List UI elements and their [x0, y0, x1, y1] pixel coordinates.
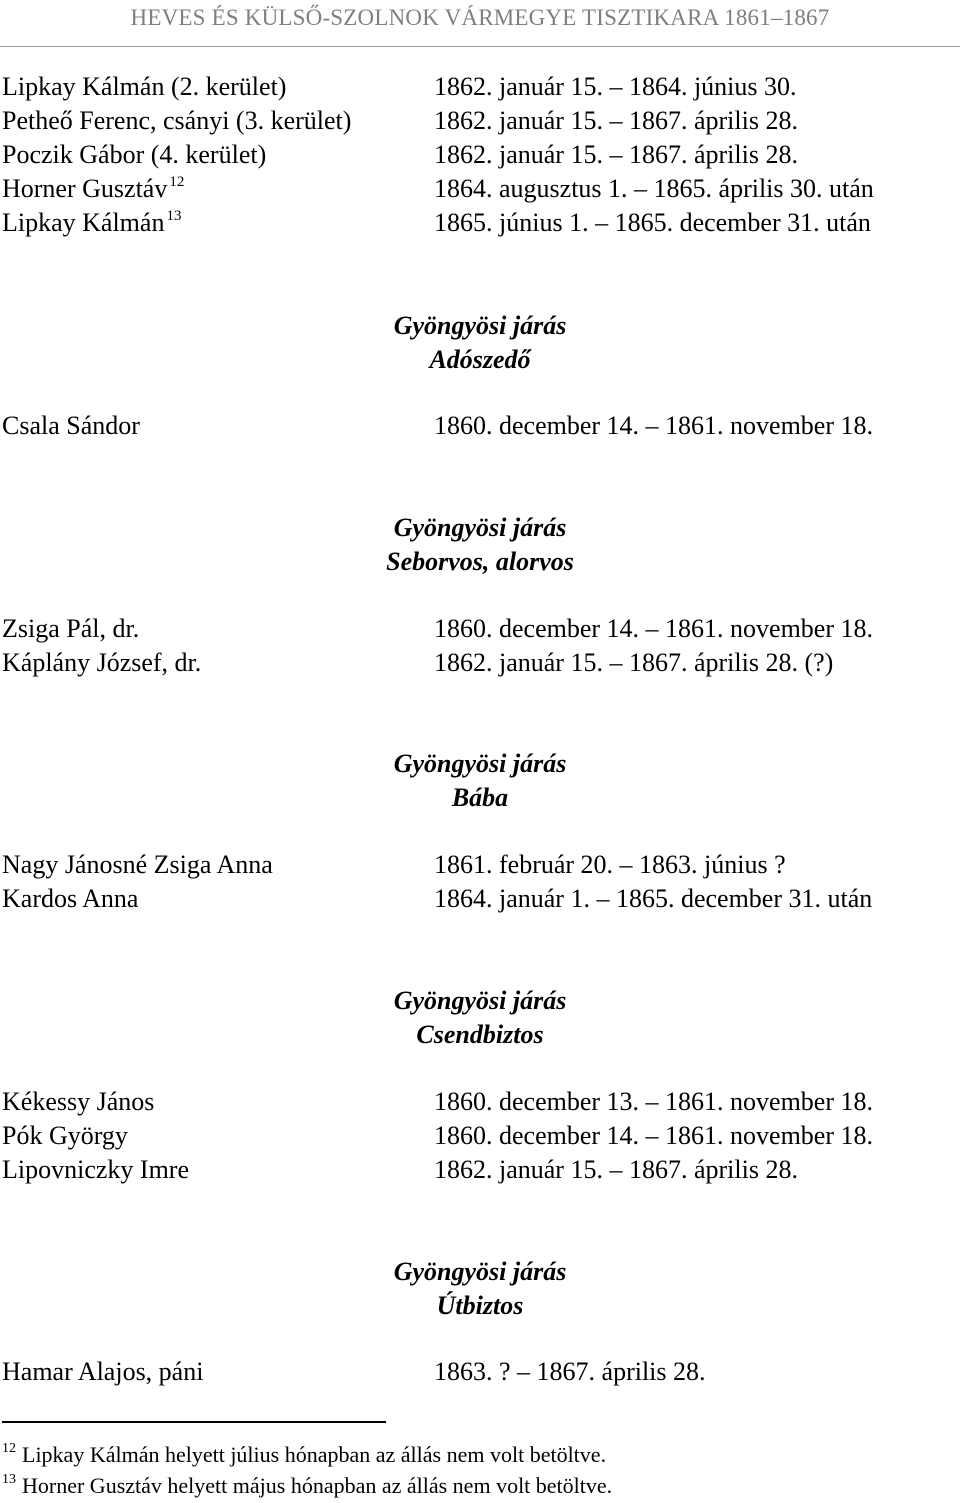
person-name: Nagy Jánosné Zsiga Anna: [2, 850, 273, 879]
term-period: 1860. december 14. – 1861. november 18.: [434, 614, 874, 643]
office-title: Útbiztos: [436, 1291, 524, 1320]
list-item: [0, 206, 960, 240]
person-name: Pók György: [2, 1121, 128, 1150]
list-item: [0, 612, 960, 646]
person-name: Káplány József, dr.: [2, 648, 202, 677]
district-title: Gyöngyösi járás: [393, 749, 567, 778]
person-name: Hamar Alajos, páni: [2, 1357, 204, 1386]
term-period: 1860. december 14. – 1861. november 18.: [434, 1121, 874, 1150]
section-heading: [0, 1255, 960, 1323]
list-item: [0, 70, 960, 104]
list-item: [0, 1153, 960, 1187]
header-rule: [0, 46, 960, 47]
running-header: HEVES ÉS KÜLSŐ-SZOLNOK VÁRMEGYE TISZTIKARA 1861–1867: [130, 5, 830, 30]
person-name: Petheő Ferenc, csányi (3. kerület): [2, 106, 352, 135]
term-period: 1861. február 20. – 1863. június ?: [434, 850, 786, 879]
list-item: [0, 848, 960, 882]
district-title: Gyöngyösi járás: [393, 311, 567, 340]
person-name: Kékessy János: [2, 1087, 155, 1116]
person-name: Kardos Anna: [2, 884, 139, 913]
district-title: Gyöngyösi járás: [393, 986, 567, 1015]
footnote-number: 12: [2, 1441, 16, 1456]
footnote-ref[interactable]: 12: [169, 174, 185, 190]
list-item: [0, 172, 960, 206]
list-item: [0, 646, 960, 680]
person-name: Lipkay Kálmán $^{13}$: [2, 208, 182, 237]
footnote-rule: [2, 1421, 386, 1423]
footnote: [2, 1471, 612, 1501]
list-item: [0, 1085, 960, 1119]
office-title: Seborvos, alorvos: [386, 547, 574, 576]
person-name: Poczik Gábor (4. kerület): [2, 140, 267, 169]
office-title: Csendbiztos: [416, 1020, 544, 1049]
term-period: 1865. június 1. – 1865. december 31. után: [434, 208, 871, 237]
list-item: [0, 882, 960, 916]
person-name: Csala Sándor: [2, 411, 140, 440]
term-period: 1862. január 15. – 1867. április 28.: [434, 106, 798, 135]
term-period: 1863. ? – 1867. április 28.: [434, 1357, 706, 1386]
term-period: 1864. augusztus 1. – 1865. április 30. után: [434, 174, 874, 203]
term-period: 1862. január 15. – 1867. április 28.: [434, 1155, 798, 1184]
section-heading: [0, 511, 960, 579]
term-period: 1860. december 13. – 1861. november 18.: [434, 1087, 874, 1116]
section-heading: [0, 747, 960, 815]
office-title: Bába: [451, 783, 509, 812]
section-heading: [0, 309, 960, 377]
district-title: Gyöngyösi járás: [393, 1257, 567, 1286]
term-period: 1862. január 15. – 1864. június 30.: [434, 72, 797, 101]
list-item: [0, 104, 960, 138]
section-heading: [0, 984, 960, 1052]
list-item: [0, 409, 960, 443]
term-period: 1862. január 15. – 1867. április 28. (?): [434, 648, 834, 677]
footnote-ref[interactable]: 13: [166, 208, 182, 224]
footnote: [2, 1440, 606, 1470]
person-name: Zsiga Pál, dr.: [2, 614, 140, 643]
office-title: Adószedő: [429, 345, 531, 374]
footnote-number: 13: [2, 1472, 16, 1487]
person-name: Lipovniczky Imre: [2, 1155, 189, 1184]
district-title: Gyöngyösi járás: [393, 513, 567, 542]
term-period: 1860. december 14. – 1861. november 18.: [434, 411, 874, 440]
person-name: Horner Gusztáv $^{12}$: [2, 174, 185, 203]
footnote-text: Horner Gusztáv helyett május hónapban az állás nem volt betöltve.: [22, 1473, 613, 1498]
term-period: 1862. január 15. – 1867. április 28.: [434, 140, 798, 169]
footnote-text: Lipkay Kálmán helyett július hónapban az állás nem volt betöltve.: [22, 1442, 607, 1467]
list-item: [0, 1355, 960, 1389]
list-item: [0, 138, 960, 172]
term-period: 1864. január 1. – 1865. december 31. után: [434, 884, 873, 913]
list-item: [0, 1119, 960, 1153]
person-name: Lipkay Kálmán (2. kerület): [2, 72, 287, 101]
